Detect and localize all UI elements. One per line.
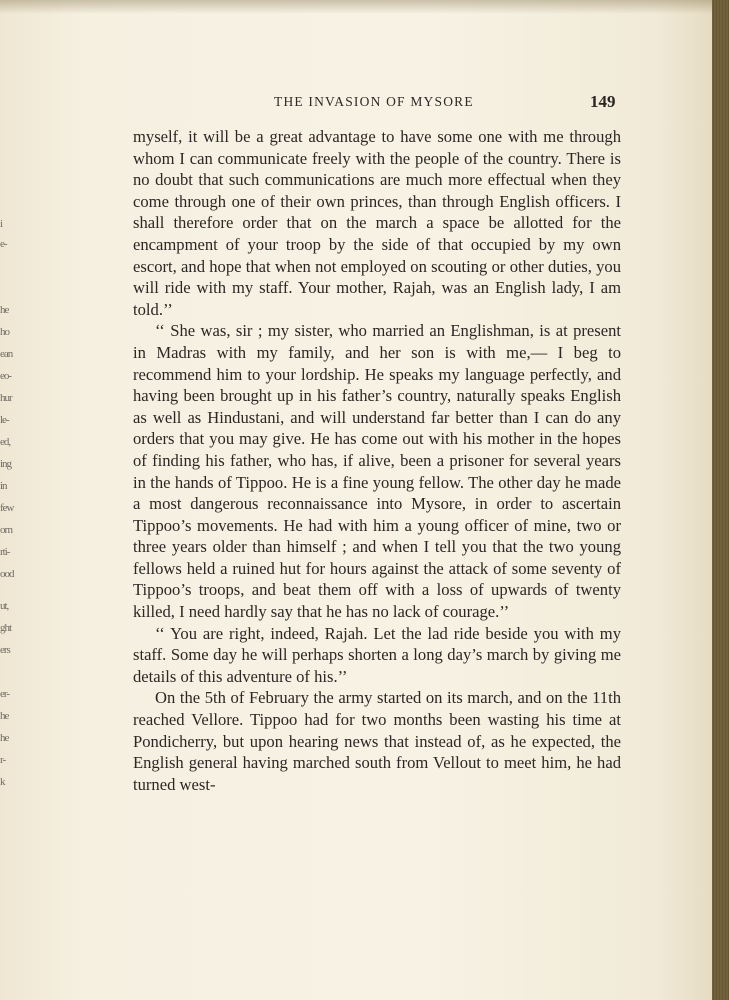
gutter-fragment: in — [0, 480, 7, 492]
body-text — [133, 126, 621, 795]
gutter-fragment: ood — [0, 568, 14, 580]
gutter-fragment: k — [0, 776, 5, 788]
paragraph: On the 5th of February the army started on its march, and on the 11th reached Vellore. Tippoo had for two months been wasting his time at Pondicherry, but upon hearing news that instead of, as he expected, the English general having marched south from Vellout to meet him, he had turned west- — [133, 688, 621, 794]
facing-page-bleed — [0, 170, 18, 850]
gutter-fragment: om — [0, 524, 13, 536]
gutter-fragment: le- — [0, 414, 9, 426]
gutter-fragment: i — [0, 218, 3, 230]
gutter-fragment: ing — [0, 458, 12, 470]
paragraph: ‘‘ You are right, indeed, Rajah. Let the lad ride beside you with my staff. Some day he will perhaps shorten a long day’s march by giving me details of this adventure of his.’’ — [133, 623, 621, 686]
page-top-shadow — [0, 0, 712, 14]
book-fore-edge — [712, 0, 729, 1000]
gutter-fragment: ean — [0, 348, 13, 360]
paragraph: ‘‘ She was, sir ; my sister, who married an Englishman, is at present in Madras with my family, and her son is with me,— I beg to recommend him to your lordship. He speaks my language perfectly, and having been brought up in his father’s country, naturally speaks English as well as Hindustani, and will understand far better than I can do any orders that you may give. He has come out with his mother in the hopes of finding his father, who has, if alive, been a prisoner for several years in the hands of Tippoo. He is a fine young fellow. The other day he made a most dangerous reconnaissance into Mysore, in order to ascertain Tippoo’s movements. He had with him a young officer of mine, two or three years older than himself ; and when I tell you that the two young fellows held a ruined hut for hours against the attack of some seventy of Tippoo’s troops, and beat them off with a loss of upwards of twenty killed, I need hardly say that he has no lack of courage.’’ — [133, 321, 621, 622]
gutter-fragment: ght — [0, 622, 12, 634]
gutter-fragment: ed, — [0, 436, 11, 448]
gutter-fragment: he — [0, 732, 9, 744]
gutter-fragment: ho — [0, 326, 9, 338]
gutter-fragment: ers — [0, 644, 10, 656]
running-head — [0, 92, 712, 114]
gutter-fragment: he — [0, 304, 9, 316]
gutter-fragment: he — [0, 710, 9, 722]
paragraph: myself, it will be a great advantage to have some one with me through whom I can communicate freely with the people of the country. There is no doubt that such communications are much more effectual when they come through one of their own princes, than through English officers. I shall therefore order that on the march a space be allotted for the encampment of your troop by the side of that occupied by my own escort, and hope that when not employed on scouting or other duties, you will ride with my staff. Your mother, Rajah, was an English lady, I am told.’’ — [133, 127, 621, 319]
running-title: THE INVASION OF MYSORE — [274, 94, 474, 109]
gutter-fragment: e- — [0, 238, 7, 250]
page-number: 149 — [590, 92, 616, 111]
gutter-fragment: eo- — [0, 370, 12, 382]
gutter-fragment: few — [0, 502, 14, 514]
gutter-fragment: rti- — [0, 546, 10, 558]
gutter-fragment: hur — [0, 392, 12, 404]
gutter-fragment: er- — [0, 688, 9, 700]
gutter-fragment: ut, — [0, 600, 9, 612]
gutter-fragment: r- — [0, 754, 6, 766]
